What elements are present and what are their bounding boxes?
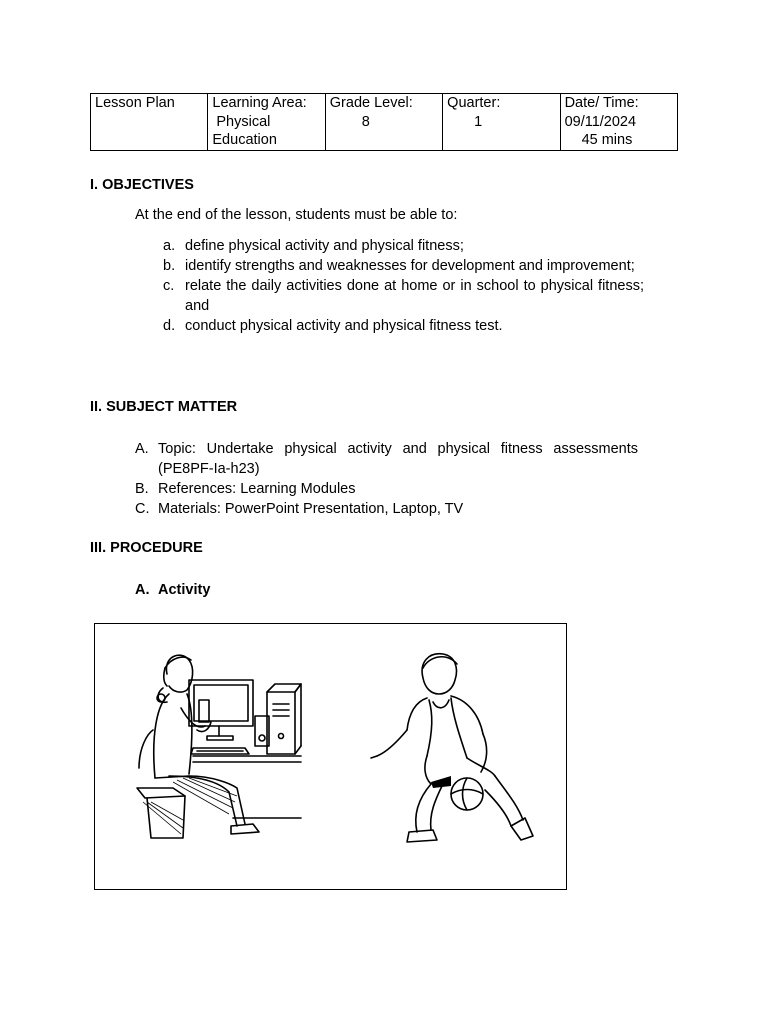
- list-item-text: Topic: Undertake physical activity and physical fitness assessments (PE8PF-Ia-h23): [158, 441, 638, 477]
- objectives-list: [135, 236, 644, 336]
- list-marker: C.: [135, 501, 150, 517]
- list-item-text: Materials: PowerPoint Presentation, Laptop, TV: [158, 501, 464, 517]
- list-marker: A.: [135, 441, 149, 457]
- list-item: [135, 479, 638, 499]
- list-item-text: References: Learning Modules: [158, 481, 356, 497]
- objectives-intro: At the end of the lesson, students must be able to:: [135, 207, 458, 223]
- activity-figure-box: [94, 623, 567, 890]
- list-item-text: conduct physical activity and physical fitness test.: [185, 318, 503, 334]
- grade-level-value: 8: [361, 113, 370, 130]
- list-item: [135, 316, 644, 336]
- activity-marker: A.: [135, 582, 150, 598]
- grade-level-cell: [325, 94, 442, 151]
- activity-label: Activity: [158, 582, 211, 598]
- learning-area-cell: [208, 94, 325, 151]
- date-time-label: Date/ Time:: [564, 95, 639, 111]
- list-marker: a.: [163, 238, 176, 254]
- list-item: [135, 499, 638, 519]
- list-item: [135, 439, 638, 479]
- list-marker: B.: [135, 481, 149, 497]
- list-marker: b.: [163, 258, 176, 274]
- date-value: 09/11/2024: [564, 113, 637, 130]
- list-marker: c.: [163, 278, 175, 294]
- lesson-plan-cell: [91, 94, 208, 151]
- learning-area-value-line1: Physical: [216, 113, 271, 130]
- learning-area-value-line2: Education: [212, 132, 277, 148]
- subject-matter-list: [135, 439, 638, 519]
- list-item: [135, 276, 644, 316]
- computer-user-illustration: [133, 638, 303, 848]
- basketball-player-illustration: [367, 638, 542, 853]
- procedure-heading: III. PROCEDURE: [90, 540, 203, 556]
- grade-level-label: Grade Level:: [329, 95, 413, 111]
- list-item-text: define physical activity and physical fitness;: [185, 238, 464, 254]
- date-time-cell: [560, 94, 677, 151]
- lesson-header-table: [90, 93, 678, 151]
- list-item-text: relate the daily activities done at home or in school to physical fitness; and: [185, 278, 644, 314]
- quarter-label: Quarter:: [447, 95, 501, 111]
- time-value: 45 mins: [581, 132, 633, 148]
- quarter-value: 1: [474, 113, 483, 130]
- subject-matter-heading: II. SUBJECT MATTER: [90, 399, 238, 415]
- list-marker: d.: [163, 318, 176, 334]
- list-item-text: identify strengths and weaknesses for development and improvement;: [185, 258, 635, 274]
- quarter-cell: [443, 94, 560, 151]
- list-item: [135, 236, 644, 256]
- lesson-plan-label: Lesson Plan: [95, 95, 175, 111]
- activity-subheading: [135, 582, 210, 598]
- objectives-heading: I. OBJECTIVES: [90, 177, 194, 193]
- learning-area-label: Learning Area:: [212, 95, 307, 111]
- list-item: [135, 256, 644, 276]
